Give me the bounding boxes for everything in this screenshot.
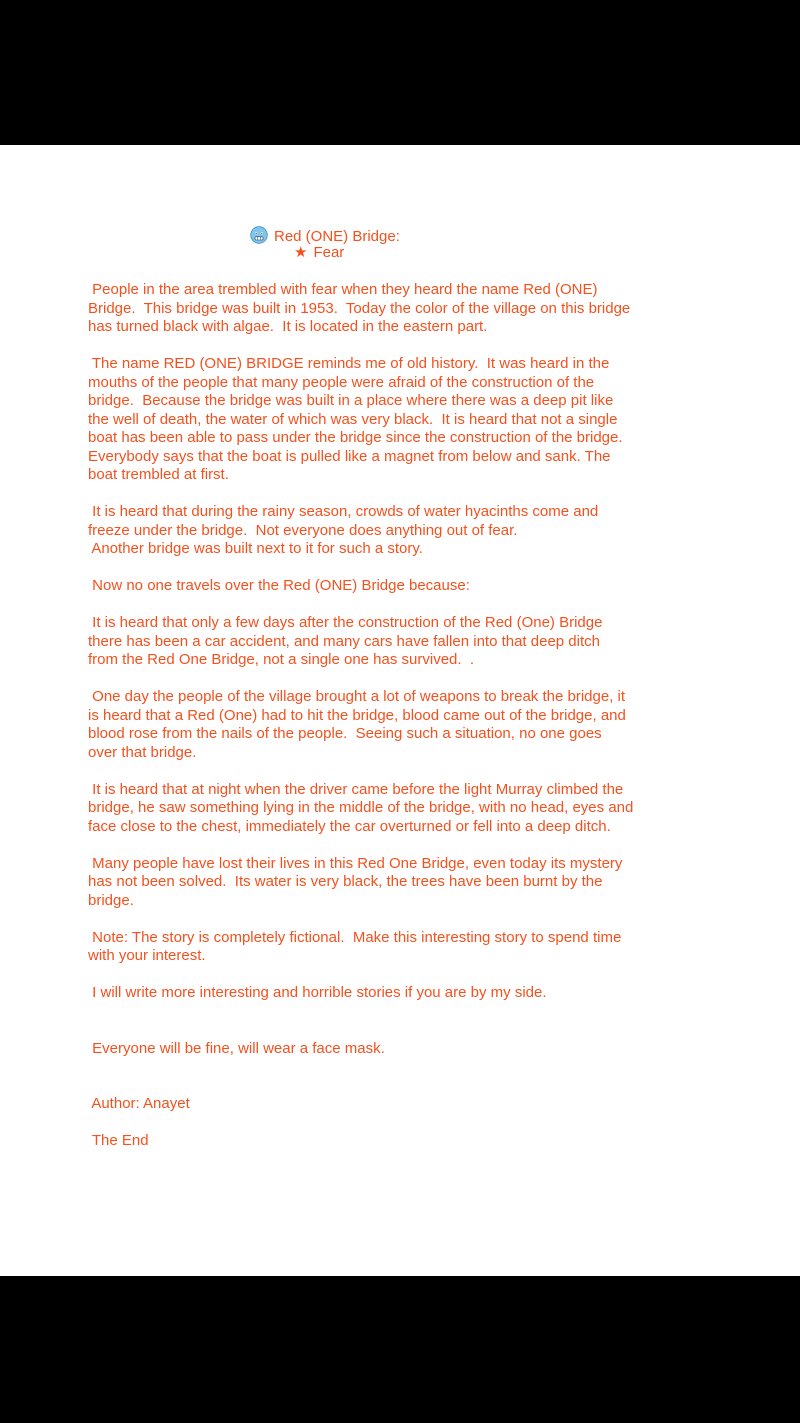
text-line: there has been a car accident, and many cars have fallen into that deep ditch <box>88 632 600 650</box>
paragraph-6 <box>88 688 688 762</box>
text-line: It is heard that at night when the driver came before the light Murray climbed the <box>88 780 624 798</box>
title-row <box>250 226 400 244</box>
text-line: I will write more interesting and horrible stories if you are by my side. <box>88 984 547 1001</box>
text-line: bridge, he saw something lying in the middle of the bridge, with no head, eyes and <box>88 799 634 816</box>
story-subtitle: Fear <box>313 244 345 261</box>
bottom-black-bar <box>0 1276 800 1423</box>
text-line: Another bridge was built next to it for such a story. <box>88 540 423 557</box>
text-line: boat trembled at first. <box>88 466 229 483</box>
text-line: has turned black with algae. It is located in the eastern part. <box>88 318 488 335</box>
text-line: Note: The story is completely fictional. Make this interesting story to spend time <box>88 928 622 946</box>
text-line: One day the people of the village brought a lot of weapons to break the bridge, it <box>88 688 626 705</box>
text-line: from the Red One Bridge, not a single one has survived. . <box>88 651 475 668</box>
paragraph-8 <box>88 855 688 911</box>
subtitle-row <box>250 244 400 262</box>
text-line: bridge. <box>88 891 134 909</box>
text-line: Bridge. This bridge was built in 1953. Today the color of the village on this bridge <box>88 299 631 317</box>
story-title: Red (ONE) Bridge: <box>274 228 400 245</box>
text-line: It is heard that only a few days after the construction of the Red (One) Bridge <box>88 614 603 631</box>
text-line: mouths of the people that many people were afraid of the construction of the <box>88 373 595 391</box>
the-end-line: The End <box>88 1132 149 1149</box>
text-line: boat has been able to pass under the bridge since the construction of the bridge. <box>88 429 623 446</box>
text-line: is heard that a Red (One) had to hit the bridge, blood came out of the bridge, and <box>88 706 626 724</box>
paragraph-3 <box>88 503 688 559</box>
star-icon: ★ <box>294 244 308 261</box>
mask-line: Everyone will be fine, will wear a face mask. <box>88 1039 385 1057</box>
paragraph-4 <box>88 577 688 596</box>
text-line: Many people have lost their lives in this Red One Bridge, even today its mystery <box>88 854 623 872</box>
paragraph-2 <box>88 355 688 485</box>
paragraph-note <box>88 929 688 966</box>
text-line: has not been solved. Its water is very black, the trees have been burnt by the <box>88 873 603 890</box>
text-line: face close to the chest, immediately the car overturned or fell into a deep ditch. <box>88 817 611 835</box>
top-black-bar <box>0 0 800 145</box>
text-line: freeze under the bridge. Not everyone does anything out of fear. <box>88 521 518 539</box>
paragraph-7 <box>88 781 688 837</box>
paragraph-1 <box>88 281 688 337</box>
text-line: bridge. Because the bridge was built in a place where there was a deep pit like <box>88 392 614 409</box>
text-line: The name RED (ONE) BRIDGE reminds me of old history. It was heard in the <box>88 355 610 372</box>
author-line: Author: Anayet <box>88 1095 190 1112</box>
paragraph-promise <box>88 984 688 1003</box>
text-line: with your interest. <box>88 947 206 964</box>
cold-face-emoji-icon <box>250 226 268 244</box>
text-line: blood rose from the nails of the people. Seeing such a situation, no one goes <box>88 725 602 742</box>
paragraph-5 <box>88 614 688 670</box>
text-line: People in the area trembled with fear when they heard the name Red (ONE) <box>88 281 598 298</box>
text-line: the well of death, the water of which was very black. It is heard that not a single <box>88 410 618 428</box>
document-page <box>0 145 800 1276</box>
text-line: It is heard that during the rainy season, crowds of water hyacinths come and <box>88 503 599 520</box>
story-body <box>88 281 688 1151</box>
text-line: Now no one travels over the Red (ONE) Bridge because: <box>88 577 470 594</box>
text-line: Everybody says that the boat is pulled like a magnet from below and sank. The <box>88 447 611 465</box>
text-line: over that bridge. <box>88 743 197 761</box>
story-heading <box>250 226 400 262</box>
